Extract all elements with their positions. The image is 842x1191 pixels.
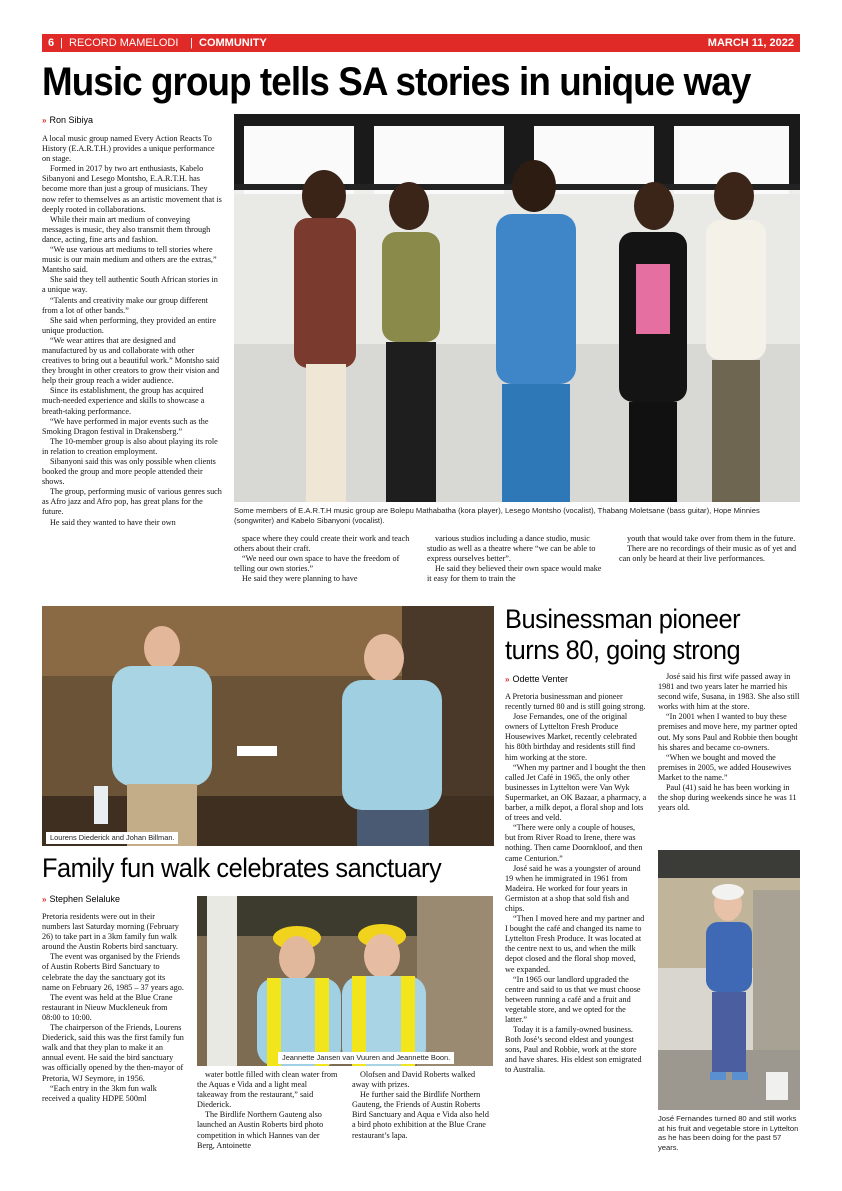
paragraph: Formed in 2017 by two art enthusiasts, Kabelo Sibanyoni and Lesego Montsho, E.A.R.T.H. has become more than just a group of musicians. They now refer to themselves as an artistic movement that is deeply rooted in collaborations. — [42, 164, 222, 214]
paragraph: Olofsen and David Roberts walked away with prizes. — [352, 1070, 476, 1090]
paragraph: “We wear attires that are designed and manufactured by us and collaborate with other creatives to bring out a beautiful work.” Montsho said they brought in other creators to grow their vision and help their group reach a wider audience. — [42, 335, 220, 386]
fun-walk-photo-2-art — [197, 896, 493, 1066]
paragraph: The event was held at the Blue Crane restaurant in Nieuw Muckleneuk from 08:00 to 10:00. — [42, 992, 173, 1022]
section-name: COMMUNITY — [199, 37, 267, 49]
paragraph: “When my partner and I bought the then called Jet Café in 1965, the only other businesses in Lyttelton were Van Wyk Supermarket, an OK Bazaar, a pharmacy, a barber, a milk depot, a floral shop and lots of trees and veld. — [505, 762, 647, 823]
paragraph: “Then I moved here and my partner and I bought the café and changed its name to Lyttelton Fresh Produce. It was located at the centre next to us, and when the milk depot closed and the floral shop moved, we expanded. — [505, 914, 645, 974]
story-fun-walk-byline — [42, 894, 120, 904]
paragraph: Sibanyoni said this was only possible when clients booked the group and more people attended their shows. — [42, 457, 216, 487]
paragraph: He further said the Birdlife Northern Gauteng, the Friends of Austin Roberts Bird Sanctuary and Aqua e Vida also held a bird photo exhibition at the Blue Crane restaurant’s lapa. — [352, 1090, 489, 1140]
paragraph: “We have performed in major events such as the Smoking Dragon festival in Drakensberg.” — [42, 416, 209, 436]
byline-author: Ron Sibiya — [49, 115, 93, 125]
paragraph: The event was organised by the Friends of Austin Roberts Bird Sanctuary to celebrate the day the sanctuary got its name on February 26, 1985 – 37 years ago. — [42, 952, 184, 992]
paragraph: José said he was a youngster of around 19 when he immigrated in 1961 from Madeira. He worked for four years in Germiston at a shop that sold fish and chips. — [505, 863, 641, 913]
byline-marker-icon: » — [505, 675, 510, 684]
header-separator: | — [60, 37, 63, 49]
story-music-byline — [42, 115, 93, 125]
story-businessman-headline — [505, 604, 740, 666]
fun-walk-photo-1-art — [42, 606, 494, 846]
music-group-photo-art — [234, 114, 800, 502]
paragraph: space where they could create their work and teach others about their craft. — [234, 534, 410, 554]
music-group-photo — [234, 114, 800, 502]
story-music-column-3 — [427, 534, 607, 590]
paragraph: José said his first wife passed away in 1981 and two years later he married his second wife, Susana, in 1983. She also still works with him at the store. — [658, 672, 800, 712]
paragraph: There are no recordings of their music as of yet and can only be heard at their live performances. — [619, 544, 797, 564]
paragraph: Pretoria residents were out in their numbers last Saturday morning (February 26) to take part in a 3km family fun walk around the Austin Roberts bird sanctuary. — [42, 912, 179, 952]
paragraph: Paul (41) said he has been working in the shop during weekends since he was 11 years old. — [658, 783, 797, 813]
paragraph: Jose Fernandes, one of the original owners of Lyttelton Fresh Produce Housewives Market, recently celebrated his 80th birthday and residents still find him working at the store. — [505, 712, 637, 762]
paragraph: While their main art medium of conveying messages is music, they also transmit them through dance, acting, fine arts and fashion. — [42, 214, 211, 244]
page-header-bar — [42, 34, 800, 52]
paragraph: “We use various art mediums to tell stories where music is our main medium and others are the extras,” Mantsho said. — [42, 245, 217, 275]
paragraph: The Birdlife Northern Gauteng also launched an Austin Roberts bird photo competition in which Hannes van der Berg, Antoinette — [197, 1110, 324, 1150]
paragraph: “In 2001 when I wanted to buy these premises and move here, my partner opted out. My sons Paul and Robbie then bought his shares and became co-owners. — [658, 712, 798, 752]
jose-fernandes-photo — [658, 850, 800, 1110]
paragraph: “Each entry in the 3km fun walk received a quality HDPE 500ml — [42, 1083, 157, 1103]
paragraph: “Talents and creativity make our group different from a lot of other bands.” — [42, 295, 208, 315]
paragraph: various studios including a dance studio, music studio as well as a theatre where “we can be able to express ourselves better”. — [427, 534, 596, 564]
header-separator-2: | — [190, 37, 193, 49]
paragraph: “There were only a couple of houses, but from River Road to Irene, there was nothing. Then came Doornkloof, and then came Centurion.” — [505, 823, 643, 863]
paragraph: youth that would take over from them in the future. — [627, 534, 796, 543]
story-fun-walk-column-2 — [197, 1070, 339, 1162]
paragraph: He said they wanted to have their own — [50, 517, 176, 527]
paragraph: Since its establishment, the group has acquired much-needed experience and skills to showcase a breath-taking performance. — [42, 386, 205, 416]
paragraph: She said when performing, they provided an entire unique production. — [42, 315, 216, 335]
paragraph: He said they were planning to have — [242, 574, 358, 584]
paragraph: The group, performing music of various genres such as Afro jazz and Afro pop, has great plans for the future. — [42, 487, 222, 517]
story-music-headline: Music group tells SA stories in unique way — [42, 60, 751, 104]
story-music-column-1 — [42, 134, 222, 588]
story-businessman-byline — [505, 674, 568, 684]
story-fun-walk-column-1 — [42, 912, 184, 1162]
byline-marker-icon: » — [42, 116, 47, 125]
paragraph: “We need our own space to have the freedom of telling our own stories.” — [234, 554, 400, 574]
story-fun-walk-headline: Family fun walk celebrates sanctuary — [42, 853, 442, 883]
fun-walk-photo-2 — [197, 896, 493, 1066]
music-group-photo-caption: Some members of E.A.R.T.H music group are Bolepu Mathabatha (kora player), Lesego Montsho (vocalist), Thabang Moletsane (bass guitar), Hope Minnies (songwriter) and Kabelo Sibanyoni (vocalist). — [234, 506, 760, 525]
byline-author: Stephen Selaluke — [49, 894, 121, 904]
headline-line-2: turns 80, going strong — [505, 635, 741, 665]
byline-marker-icon: » — [42, 895, 47, 904]
paragraph: A local music group named Every Action Reacts To History (E.A.R.T.H.) provides a unique performance on stage. — [42, 134, 215, 164]
publication-name: RECORD MAMELODI — [69, 37, 179, 49]
fun-walk-photo-1-caption: Lourens Diederick and Johan Billman. — [46, 832, 178, 844]
story-businessman-column-1 — [505, 692, 647, 1162]
jose-fernandes-photo-art — [658, 850, 800, 1110]
page-number: 6 — [48, 37, 55, 49]
paragraph: He said they believed their own space would make it easy for them to train the — [427, 564, 602, 584]
paragraph: water bottle filled with clean water from the Aquas e Vida and a light meal takeaway from the restaurant,” said Diederick. — [197, 1070, 338, 1110]
paragraph: “In 1965 our landlord upgraded the centre and said to us that we must choose between running a café and a fruit and vegetable store, and we opted for the latter.” — [505, 974, 641, 1024]
paragraph: Today it is a family-owned business. Both José’s second eldest and youngest sons, Paul and Robbie, work at the store and have shares. His eldest son emigrated to Australia. — [505, 1025, 642, 1075]
headline-line-1: Businessman pioneer — [505, 604, 741, 634]
issue-date: MARCH 11, 2022 — [707, 37, 794, 49]
jose-fernandes-photo-caption: José Fernandes turned 80 and still works at his fruit and vegetable store in Lyttelton as he has been doing for the past 57 years. — [658, 1114, 799, 1152]
paragraph: “When we bought and moved the premises in 2005, we added Housewives Market to the name.” — [658, 752, 792, 782]
story-businessman-column-2 — [658, 672, 800, 844]
paragraph: The chairperson of the Friends, Lourens Diederick, said this was the first family fun walk and that they plan to make it an annual event. He said the bird sanctuary was officially opened by the then-mayor of Pretoria, WJ Seymore, in 1956. — [42, 1023, 184, 1083]
byline-author: Odette Venter — [512, 674, 568, 684]
paragraph: She said they tell authentic South African stories in a unique way. — [42, 275, 218, 295]
fun-walk-photo-1 — [42, 606, 494, 846]
story-music-column-2 — [234, 534, 414, 590]
story-music-column-4 — [619, 534, 800, 590]
paragraph: A Pretoria businessman and pioneer recently turned 80 and is still going strong. — [505, 692, 646, 712]
fun-walk-photo-2-caption: Jeannette Jansen van Vuuren and Jeannette Boon. — [278, 1052, 454, 1064]
paragraph: The 10-member group is also about playing its role in relation to creation employment. — [42, 436, 218, 456]
story-fun-walk-column-3 — [352, 1070, 494, 1162]
